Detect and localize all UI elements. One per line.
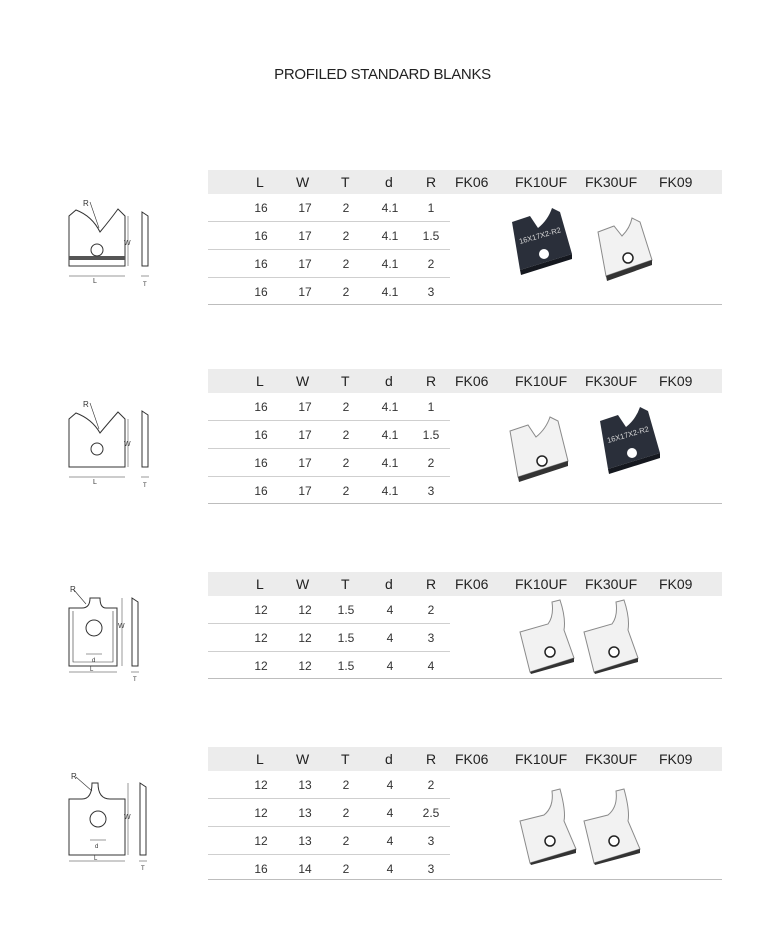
table-cell: 12 (254, 778, 268, 792)
table-cell: 3 (427, 862, 435, 876)
table-cell: 4.1 (381, 484, 399, 498)
table-cell: 1.5 (337, 659, 355, 673)
table-row (208, 194, 450, 222)
col-d: d (385, 751, 393, 767)
table-cell: 13 (298, 778, 312, 792)
table-cell: 4 (386, 659, 394, 673)
table-row (208, 278, 450, 305)
col-FK30UF: FK30UF (585, 373, 638, 389)
table-cell: 2 (342, 285, 350, 299)
table-cell: 1.5 (422, 428, 440, 442)
section-1 (0, 170, 765, 310)
blank-engraving: 16X17X2-R2 (606, 424, 650, 445)
table-cell: 4.1 (381, 428, 399, 442)
table-cell: 2 (427, 778, 435, 792)
table-row (208, 596, 450, 624)
table-cell: 2 (342, 806, 350, 820)
table-row (208, 393, 450, 421)
profile-drawing-2 (52, 385, 162, 495)
col-FK06: FK06 (455, 751, 489, 767)
table-cell: 13 (298, 834, 312, 848)
table-cell: 1 (427, 400, 435, 414)
profile-drawing-1 (52, 184, 162, 294)
table-cell: 4 (386, 631, 394, 645)
table-row (208, 449, 450, 477)
width-label: W (118, 623, 125, 630)
product-photo-fk10uf (502, 411, 578, 483)
table-cell: 3 (427, 484, 435, 498)
table-bottom-rule (208, 678, 722, 679)
table-cell: 4 (386, 806, 394, 820)
table-header (208, 369, 722, 393)
col-FK10UF: FK10UF (515, 751, 568, 767)
spec-table-1 (208, 170, 722, 305)
profile-drawing-4 (52, 767, 162, 877)
table-cell: 17 (298, 285, 312, 299)
table-cell: 16 (254, 428, 268, 442)
col-FK30UF: FK30UF (585, 576, 638, 592)
col-W: W (296, 174, 310, 190)
table-row (208, 477, 450, 504)
thickness-label: T (141, 866, 145, 872)
col-FK09: FK09 (659, 174, 693, 190)
table-cell: 12 (254, 603, 268, 617)
table-cell: 4.1 (381, 285, 399, 299)
table-row (208, 652, 450, 679)
col-W: W (296, 751, 310, 767)
table-cell: 12 (254, 806, 268, 820)
table-cell: 4.1 (381, 201, 399, 215)
table-cell: 16 (254, 285, 268, 299)
length-label: L (94, 856, 98, 862)
col-W: W (296, 373, 310, 389)
spec-table-3 (208, 572, 722, 679)
col-T: T (341, 576, 350, 592)
product-photo-fk30uf (594, 405, 668, 477)
table-cell: 16 (254, 229, 268, 243)
table-cell: 2 (427, 257, 435, 271)
col-T: T (341, 373, 350, 389)
col-L: L (256, 174, 264, 190)
table-cell: 17 (298, 456, 312, 470)
product-photo-fk10uf (506, 206, 581, 278)
product-photo-fk10uf (514, 787, 586, 865)
table-cell: 2 (342, 428, 350, 442)
table-header (208, 747, 722, 771)
table-row (208, 799, 450, 827)
col-T: T (341, 751, 350, 767)
radius-label: R (83, 400, 89, 409)
table-row (208, 421, 450, 449)
table-cell: 2.5 (422, 806, 440, 820)
table-row (208, 222, 450, 250)
radius-label: R (71, 772, 77, 781)
table-cell: 1.5 (337, 631, 355, 645)
spec-table-4 (208, 747, 722, 882)
col-L: L (256, 373, 264, 389)
table-cell: 2 (342, 484, 350, 498)
diameter-label: d (92, 658, 96, 664)
thickness-label: T (133, 677, 137, 683)
table-cell: 16 (254, 456, 268, 470)
length-label: L (93, 479, 97, 486)
table-cell: 12 (298, 659, 312, 673)
col-FK30UF: FK30UF (585, 174, 638, 190)
col-R: R (426, 576, 437, 592)
col-FK09: FK09 (659, 751, 693, 767)
radius-label: R (70, 585, 76, 594)
col-L: L (256, 576, 264, 592)
table-cell: 2 (342, 229, 350, 243)
col-d: d (385, 373, 393, 389)
section-3 (0, 572, 765, 682)
col-d: d (385, 576, 393, 592)
col-FK06: FK06 (455, 576, 489, 592)
table-cell: 1.5 (337, 603, 355, 617)
table-cell: 2 (427, 603, 435, 617)
section-2 (0, 369, 765, 509)
table-bottom-rule (208, 879, 722, 880)
col-FK06: FK06 (455, 174, 489, 190)
table-header (208, 572, 722, 596)
product-photo-fk30uf (590, 214, 662, 284)
table-bottom-rule (208, 304, 722, 305)
table-cell: 4 (386, 778, 394, 792)
table-cell: 12 (254, 631, 268, 645)
width-label: W (124, 814, 131, 821)
table-cell: 12 (298, 603, 312, 617)
table-cell: 13 (298, 806, 312, 820)
thickness-label: T (143, 483, 147, 489)
table-cell: 4.1 (381, 456, 399, 470)
table-cell: 17 (298, 484, 312, 498)
table-cell: 17 (298, 400, 312, 414)
table-cell: 2 (342, 201, 350, 215)
table-cell: 12 (254, 834, 268, 848)
page-title: PROFILED STANDARD BLANKS (274, 66, 491, 83)
table-cell: 2 (342, 257, 350, 271)
table-cell: 16 (254, 484, 268, 498)
table-cell: 4 (386, 834, 394, 848)
col-T: T (341, 174, 350, 190)
col-L: L (256, 751, 264, 767)
blank-engraving: 16X17X2-R2 (518, 225, 562, 246)
col-FK09: FK09 (659, 576, 693, 592)
product-photo-fk30uf (578, 787, 650, 865)
table-row (208, 771, 450, 799)
table-cell: 1.5 (422, 229, 440, 243)
table-cell: 2 (342, 456, 350, 470)
col-W: W (296, 576, 310, 592)
length-label: L (93, 278, 97, 285)
col-R: R (426, 751, 437, 767)
table-row (208, 827, 450, 855)
col-FK10UF: FK10UF (515, 576, 568, 592)
thickness-label: T (143, 282, 147, 288)
table-cell: 2 (427, 456, 435, 470)
table-cell: 4 (386, 603, 394, 617)
table-cell: 14 (298, 862, 312, 876)
diameter-label: d (95, 844, 99, 850)
table-cell: 2 (342, 400, 350, 414)
col-R: R (426, 373, 437, 389)
col-FK10UF: FK10UF (515, 174, 568, 190)
table-cell: 17 (298, 257, 312, 271)
table-cell: 16 (254, 862, 268, 876)
col-R: R (426, 174, 437, 190)
spec-table-2 (208, 369, 722, 504)
table-cell: 4.1 (381, 400, 399, 414)
table-cell: 3 (427, 285, 435, 299)
table-cell: 2 (342, 778, 350, 792)
table-cell: 12 (254, 659, 268, 673)
radius-label: R (83, 199, 89, 208)
width-label: W (124, 240, 131, 247)
col-FK30UF: FK30UF (585, 751, 638, 767)
table-cell: 16 (254, 257, 268, 271)
table-cell: 4.1 (381, 229, 399, 243)
section-4 (0, 747, 765, 887)
length-label: L (90, 667, 94, 673)
width-label: W (124, 441, 131, 448)
table-cell: 3 (427, 631, 435, 645)
product-photo-fk10uf (514, 598, 584, 674)
table-cell: 12 (298, 631, 312, 645)
table-cell: 1 (427, 201, 435, 215)
table-cell: 17 (298, 201, 312, 215)
table-cell: 16 (254, 400, 268, 414)
table-cell: 4 (427, 659, 435, 673)
product-photo-fk30uf (578, 598, 648, 674)
table-cell: 3 (427, 834, 435, 848)
table-cell: 2 (342, 862, 350, 876)
table-cell: 4.1 (381, 257, 399, 271)
profile-drawing-3 (52, 578, 162, 688)
table-cell: 17 (298, 229, 312, 243)
table-row (208, 855, 450, 882)
col-FK10UF: FK10UF (515, 373, 568, 389)
table-cell: 17 (298, 428, 312, 442)
table-row (208, 250, 450, 278)
table-header (208, 170, 722, 194)
col-FK06: FK06 (455, 373, 489, 389)
table-cell: 4 (386, 862, 394, 876)
table-row (208, 624, 450, 652)
table-bottom-rule (208, 503, 722, 504)
table-cell: 2 (342, 834, 350, 848)
table-cell: 16 (254, 201, 268, 215)
col-d: d (385, 174, 393, 190)
col-FK09: FK09 (659, 373, 693, 389)
